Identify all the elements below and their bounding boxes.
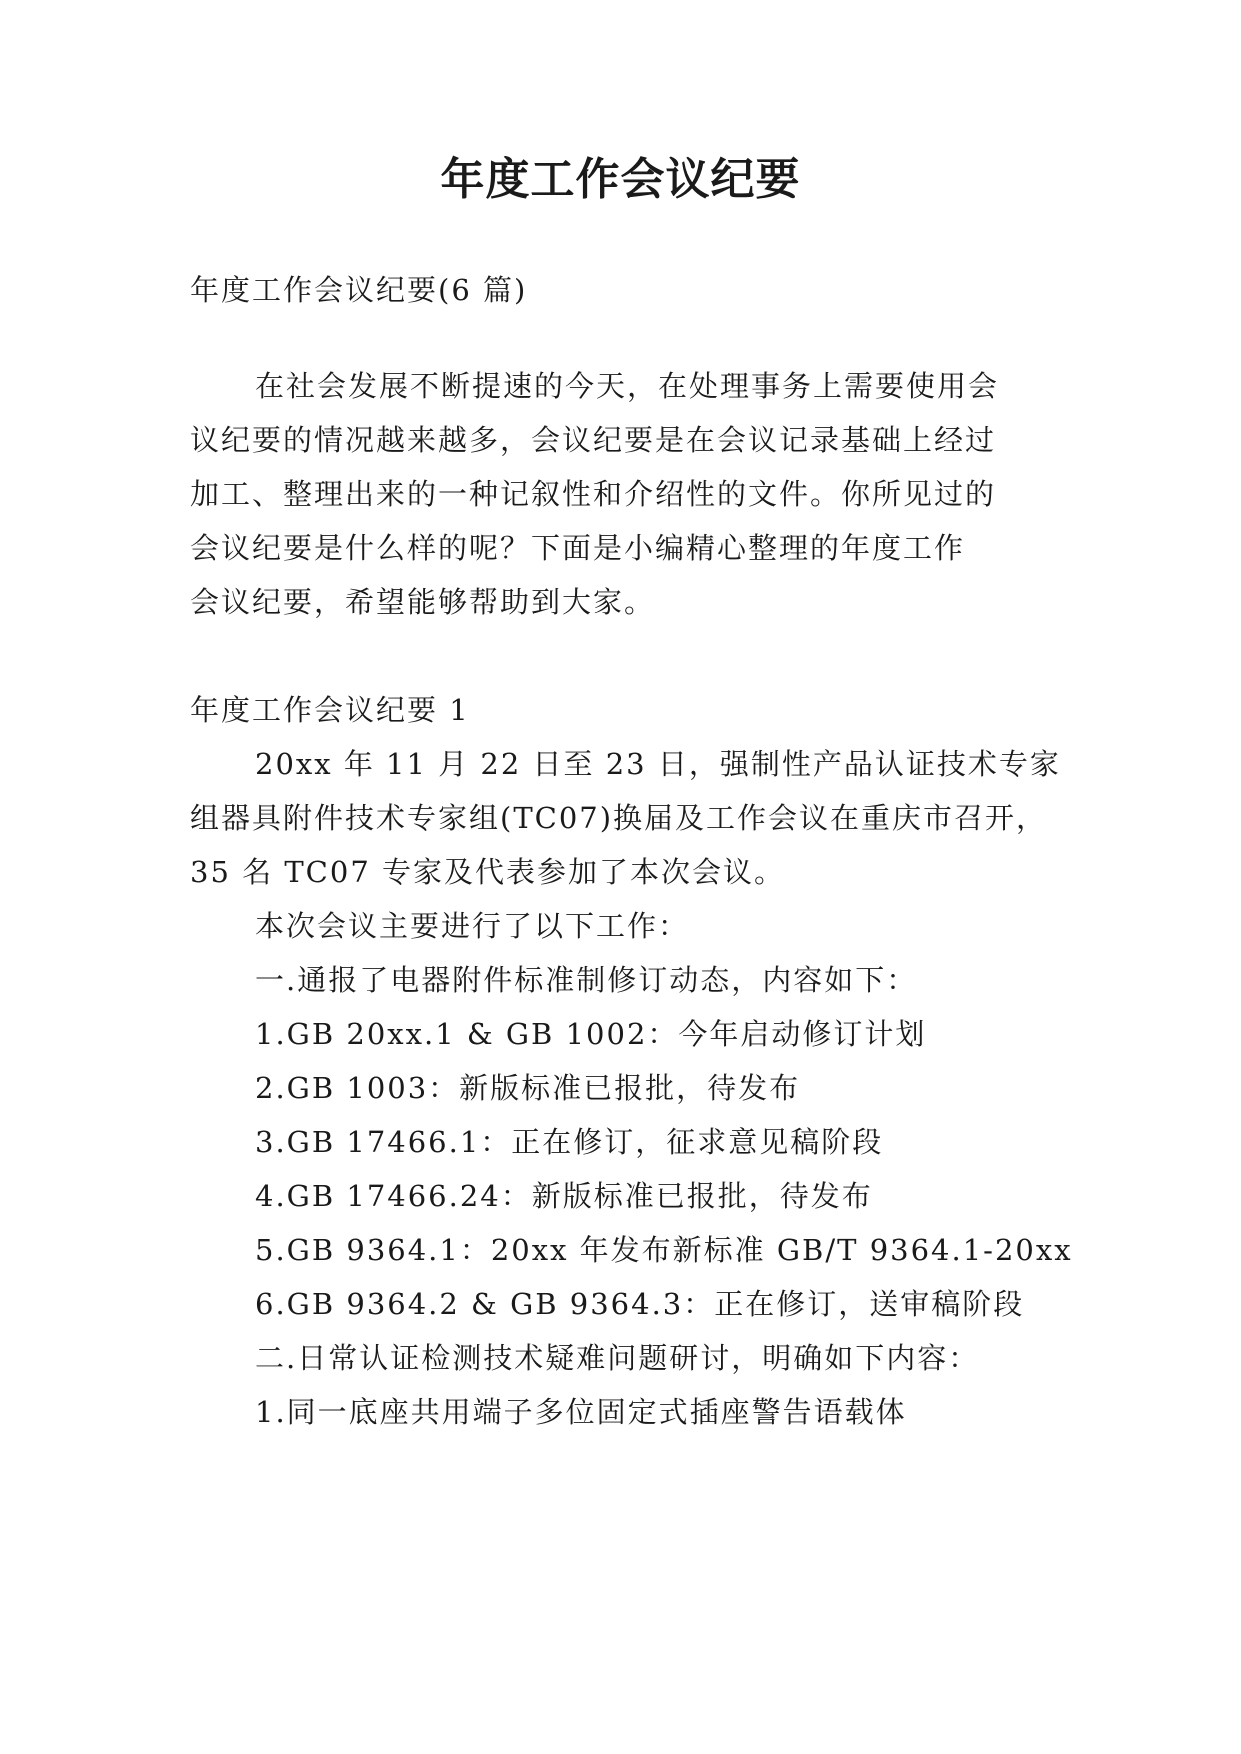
part-heading: 二.日常认证检测技术疑难问题研讨，明确如下内容：: [255, 1341, 980, 1375]
section-paragraph-line: 组器具附件技术专家组(TC07)换届及工作会议在重庆市召开，: [190, 801, 1048, 835]
intro-line: 加工、整理出来的一种记叙性和介绍性的文件。你所见过的: [190, 477, 997, 511]
intro-line: 在社会发展不断提速的今天，在处理事务上需要使用会: [255, 369, 1000, 403]
intro-line: 议纪要的情况越来越多，会议纪要是在会议记录基础上经过: [190, 423, 997, 457]
list-item: 5.GB 9364.1：20xx 年发布新标准 GB/T 9364.1-20xx: [255, 1233, 1073, 1267]
part-heading: 一.通报了电器附件标准制修订动态，内容如下：: [255, 963, 918, 997]
intro-line: 会议纪要是什么样的呢？下面是小编精心整理的年度工作: [190, 531, 966, 565]
work-intro: 本次会议主要进行了以下工作：: [255, 909, 690, 943]
list-item: 2.GB 1003：新版标准已报批，待发布: [255, 1071, 801, 1105]
document-subtitle: 年度工作会议纪要(6 篇): [190, 273, 528, 307]
list-item: 1.GB 20xx.1 & GB 1002：今年启动修订计划: [255, 1017, 927, 1051]
list-item: 4.GB 17466.24：新版标准已报批，待发布: [255, 1179, 873, 1213]
list-item: 1.同一底座共用端子多位固定式插座警告语载体: [255, 1395, 907, 1429]
section-paragraph-line: 20xx 年 11 月 22 日至 23 日，强制性产品认证技术专家: [255, 747, 1061, 781]
intro-line: 会议纪要，希望能够帮助到大家。: [190, 585, 656, 619]
section-heading: 年度工作会议纪要 1: [190, 693, 470, 727]
document-title: 年度工作会议纪要: [440, 154, 801, 205]
list-item: 3.GB 17466.1：正在修订，征求意见稿阶段: [255, 1125, 884, 1159]
section-paragraph-line: 35 名 TC07 专家及代表参加了本次会议。: [190, 855, 785, 889]
list-item: 6.GB 9364.2 & GB 9364.3：正在修订，送审稿阶段: [255, 1287, 1025, 1321]
